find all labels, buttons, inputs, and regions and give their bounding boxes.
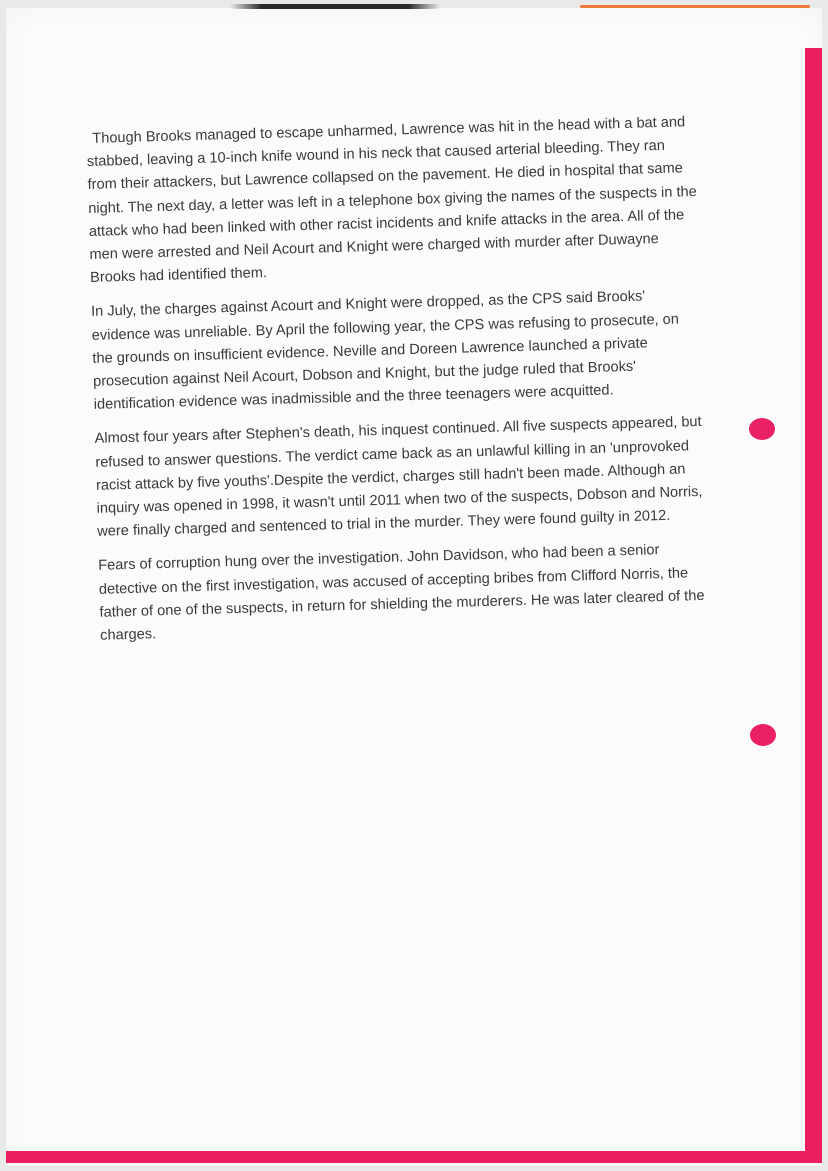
- bottom-accent-stripe: [6, 1151, 822, 1163]
- punch-hole-bottom: [750, 724, 776, 746]
- right-accent-stripe: [805, 48, 822, 1158]
- paragraph-2: In July, the charges against Acourt and Knight were dropped, as the CPS said Brooks' evidence was unreliable. By April the following year, the CPS was refusing to prosecute, on the grounds on insufficient evidence. Neville and Doreen Lawrence launched a private prosecution against Neil Acourt, Dobson and Knight, but the judge ruled that Brooks' identification evidence was inadmissible and the three teenagers were acquitted.: [90, 288, 680, 414]
- punch-hole-top: [749, 418, 775, 440]
- document-body: [86, 111, 711, 659]
- top-edge-accent: [580, 5, 810, 8]
- paragraph-4: Fears of corruption hung over the investigation. John Davidson, who had been a senior detective on the first investigation, was accused of accepting bribes from Clifford Norris, the father of one of the suspects, in return for shielding the murderers. He was later cleared of the charges.: [98, 542, 705, 644]
- top-edge-shadow: [230, 4, 440, 9]
- paragraph-3: Almost four years after Stephen's death, his inquest continued. All five suspects appeared, but refused to answer questions. The verdict came back as an unlawful killing in an 'unprovoked racist attack by five youths'.Despite the verdict, charges still hadn't been made. Although an inquiry was opened in 1998, it wasn't until 2011 when two of the suspects, Dobson and Norris, were finally charged and sentenced to trial in the murder. They were found guilty in 2012.: [94, 414, 703, 541]
- paragraph-1: Though Brooks managed to escape unharmed, Lawrence was hit in the head with a bat and stabbed, leaving a 10-inch knife wound in his neck that caused arterial bleeding. They ran from their attackers, but Lawrence collapsed on the pavement. He died in hospital that same night. The next day, a letter was left in a telephone box giving the names of the suspects in the attack who had been linked with other racist incidents and knife attacks in the area. All of the men were arrested and Neil Acourt and Knight were charged with murder after Duwayne Brooks had identified them.: [86, 114, 697, 287]
